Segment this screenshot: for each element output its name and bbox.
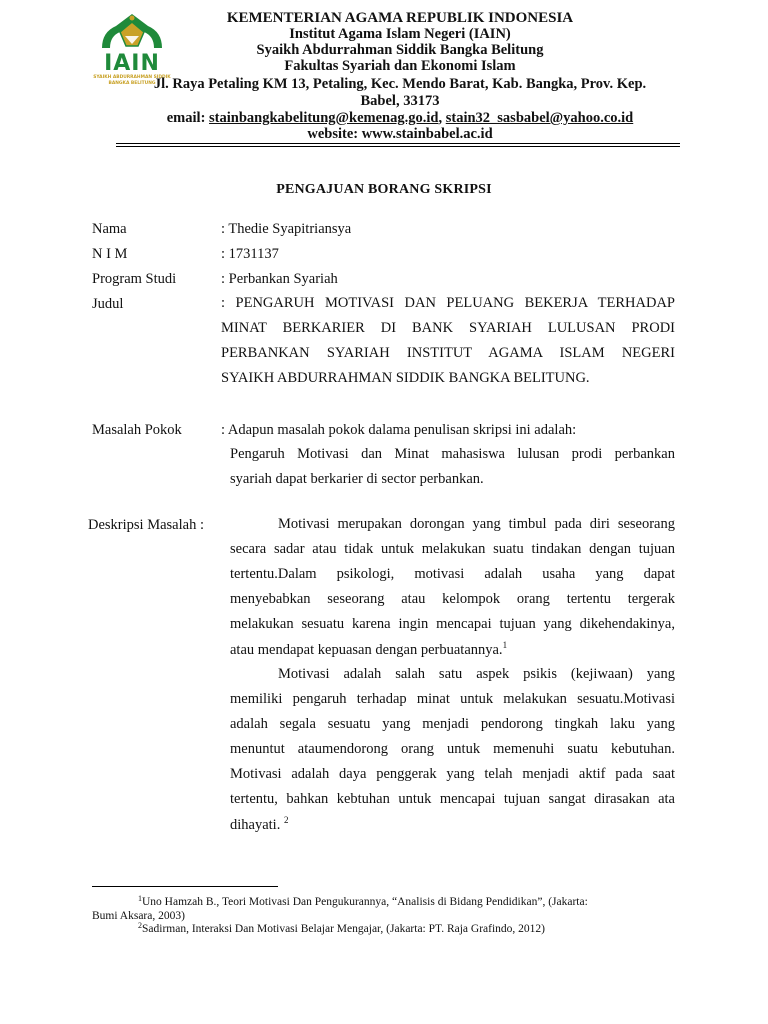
masalah-label: Masalah Pokok xyxy=(92,422,182,438)
deskripsi-p2-line-2: memiliki pengaruh terhadap minat untuk melakukan sesuatu.Motivasi xyxy=(230,691,675,707)
deskripsi-p1-line-2: secara sadar atau tidak untuk melakukan suatu tindakan dengan tujuan xyxy=(230,541,675,557)
deskripsi-p1-line-6-text: atau mendapat kepuasan dengan perbuatannya. xyxy=(230,642,503,658)
deskripsi-p2-line-3: adalah segala sesuatu yang menjadi pendorong tingkah laku yang xyxy=(230,716,675,732)
email-prefix: email: xyxy=(166,110,210,126)
deskripsi-p1-line-5: melakukan sesuatu karena ingin mencapai tujuan yang dikehendakinya, xyxy=(230,616,675,632)
masalah-intro: : Adapun masalah pokok dalama penulisan skripsi ini adalah: xyxy=(221,422,577,438)
judul-line-3: PERBANKAN SYARIAH INSTITUT AGAMA ISLAM NEGERI xyxy=(221,345,675,361)
header-rule-thin xyxy=(116,146,680,147)
deskripsi-p2-line-4: menuntut ataumendorong orang untuk memenuhi suatu kebutuhan. xyxy=(230,741,675,757)
address-line-1: Jl. Raya Petaling KM 13, Petaling, Kec. Mendo Barat, Kab. Bangka, Prov. Kep. xyxy=(153,76,647,92)
email-link-2[interactable]: stain32_sasbabel@yahoo.co.id xyxy=(445,110,634,126)
judul-line-1: : PENGARUH MOTIVASI DAN PELUANG BEKERJA TERHADAP xyxy=(221,295,675,311)
header-rule xyxy=(116,143,680,144)
address-line-2: Babel, 33173 xyxy=(360,93,440,109)
email-separator: , xyxy=(438,110,446,126)
email-line xyxy=(110,110,690,126)
logo-caption-2: BANGKA BELITUNG xyxy=(108,81,156,86)
footnote-2-text: Sadirman, Interaksi Dan Motivasi Belajar Mengajar, (Jakarta: PT. Raja Grafindo, 2012) xyxy=(142,923,545,935)
email-link-1[interactable]: stainbangkabelitung@kemenag.go.id xyxy=(209,110,439,126)
footnote-1-text: Uno Hamzah B., Teori Motivasi Dan Pengukurannya, “Analisis di Bidang Pendidikan”, (Jakarta: xyxy=(142,896,588,908)
footnote-2 xyxy=(138,922,545,936)
institute-name: Institut Agama Islam Negeri (IAIN) xyxy=(289,26,511,42)
deskripsi-p2-line-7-text: dihayati. xyxy=(230,817,284,833)
nama-label: Nama xyxy=(92,221,127,237)
logo-caption: SYAIKH ABDURRAHMAN SIDDIK xyxy=(93,75,171,80)
prodi-label: Program Studi xyxy=(92,271,177,287)
nim-value: : 1731137 xyxy=(221,246,279,262)
nama-value: : Thedie Syapitriansya xyxy=(221,221,352,237)
deskripsi-p2-line-6: tertentu, bahkan kebtuhan untuk mencapai tujuan sangat dirasakan ata xyxy=(230,791,675,807)
logo-text: IAIN xyxy=(104,51,160,76)
judul-line-4: SYAIKH ABDURRAHMAN SIDDIK BANGKA BELITUNG. xyxy=(221,370,590,386)
footnote-1-cont: Bumi Aksara, 2003) xyxy=(92,910,185,922)
deskripsi-p1-line-1: Motivasi merupakan dorongan yang timbul pada diri seseorang xyxy=(278,516,675,532)
footnote-1-number: 1 xyxy=(138,894,142,903)
deskripsi-p1-line-4: menyebabkan seseorang atau kelompok orang tertentu tergerak xyxy=(230,591,675,607)
deskripsi-p2-line-1: Motivasi adalah salah satu aspek psikis (kejiwaan) yang xyxy=(278,666,675,682)
faculty-name: Fakultas Syariah dan Ekonomi Islam xyxy=(284,58,516,74)
deskripsi-label: Deskripsi Masalah : xyxy=(88,517,204,533)
footnote-1 xyxy=(138,895,588,909)
masalah-line-2: syariah dapat berkarier di sector perbankan. xyxy=(230,471,484,487)
deskripsi-p1-line-6 xyxy=(230,641,507,659)
masalah-line-1: Pengaruh Motivasi dan Minat mahasiswa lulusan prodi perbankan xyxy=(230,446,675,462)
deskripsi-p2-line-5: Motivasi adalah daya penggerak yang telah menjadi aktif pada saat xyxy=(230,766,675,782)
ministry-name: KEMENTERIAN AGAMA REPUBLIK INDONESIA xyxy=(226,10,574,26)
footnote-rule xyxy=(92,886,278,887)
prodi-value: : Perbankan Syariah xyxy=(221,271,338,287)
footnote-2-number: 2 xyxy=(138,921,142,930)
footnote-ref-1[interactable]: 1 xyxy=(502,640,508,650)
judul-label: Judul xyxy=(92,296,124,312)
document-title: PENGAJUAN BORANG SKRIPSI xyxy=(276,182,492,197)
judul-line-2: MINAT BERKARIER DI BANK SYARIAH LULUSAN PRODI xyxy=(221,320,675,336)
footnote-ref-2[interactable]: 2 xyxy=(283,815,289,825)
nim-label: N I M xyxy=(92,246,128,262)
website-line[interactable]: website: www.stainbabel.ac.id xyxy=(307,126,493,142)
deskripsi-p1-line-3: tertentu.Dalam psikologi, motivasi adalah usaha yang dapat xyxy=(230,566,675,582)
deskripsi-p2-line-7 xyxy=(230,816,288,834)
institute-fullname: Syaikh Abdurrahman Siddik Bangka Belitung xyxy=(256,42,544,58)
